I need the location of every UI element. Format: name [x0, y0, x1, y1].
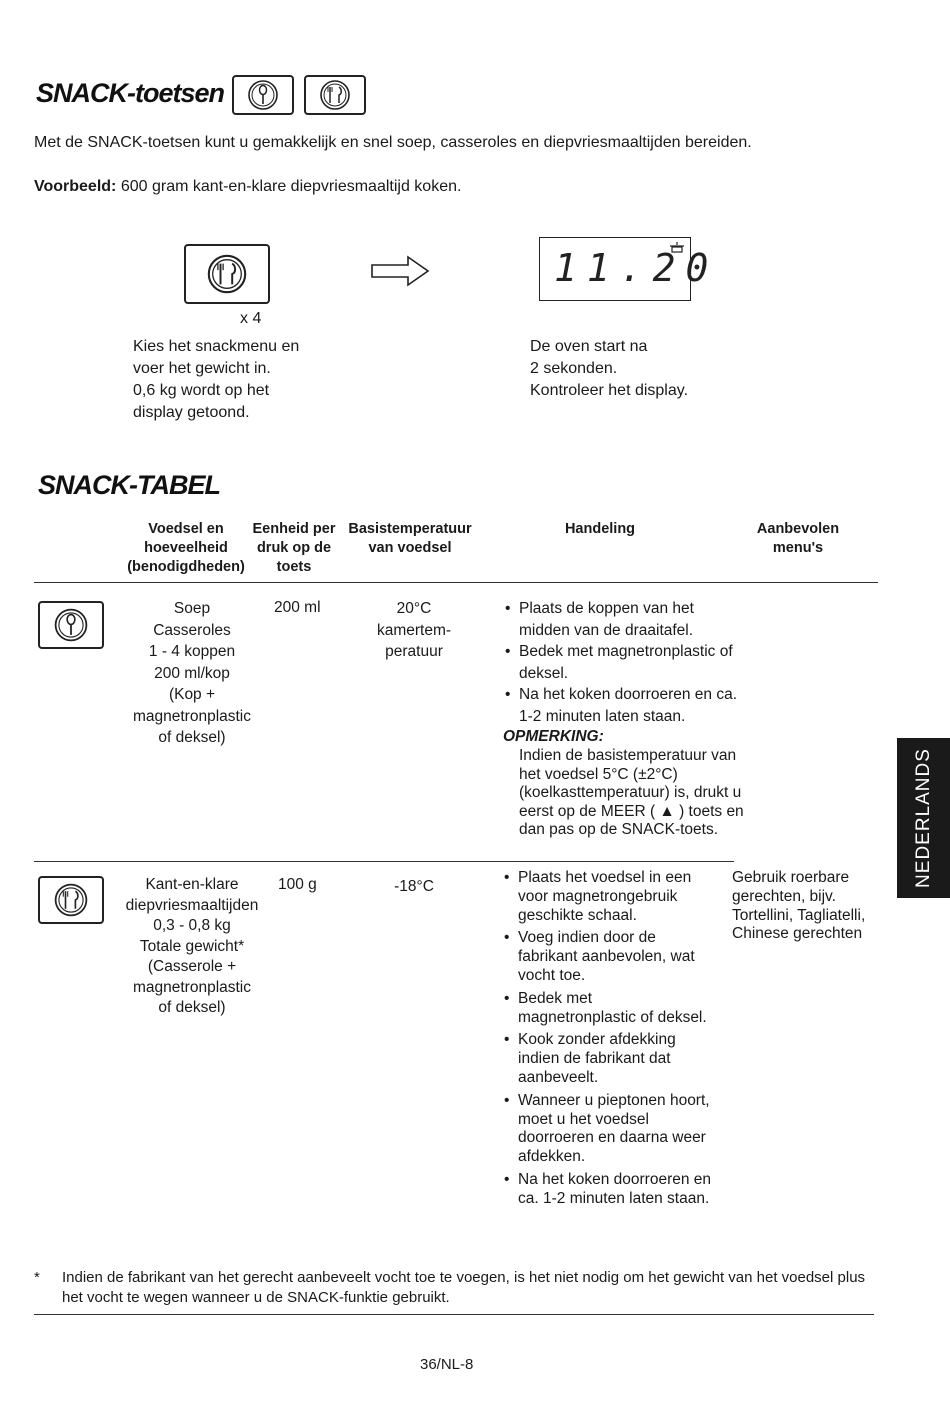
table-header-rule	[34, 582, 878, 583]
food-line: of deksel)	[158, 999, 226, 1016]
row-soup-unit: 200 ml	[274, 599, 321, 616]
header-line: (benodigdheden)	[127, 559, 245, 575]
handling-step: • Wanneer u pieptonen hoort, moet u het voedsel doorroeren en daarna weer afdekken.	[502, 1092, 714, 1167]
temp-line: 20°C	[396, 600, 432, 617]
food-line: Soep	[173, 600, 211, 617]
example-right-text	[530, 336, 790, 402]
header-line: Basistemperatuur	[348, 521, 472, 537]
row-meal-temp	[350, 877, 478, 897]
example-meal-button[interactable]	[184, 244, 270, 304]
header-line: menu's	[772, 540, 824, 556]
footnote-marker: *	[34, 1269, 40, 1286]
handling-step: • Na het koken doorroeren en ca. 1-2 minuten laten staan.	[502, 1171, 714, 1209]
page-title: SNACK-toetsen	[36, 78, 225, 108]
header-food	[118, 520, 254, 577]
footnote-rule	[34, 1314, 874, 1315]
header-line: hoeveelheid	[144, 540, 228, 556]
example-left-line: Kies het snackmenu en	[133, 338, 300, 355]
display-value: 11.20	[554, 246, 719, 290]
header-line: Aanbevolen	[756, 521, 840, 537]
arrow-right-icon	[370, 254, 432, 288]
spoon-icon	[49, 607, 93, 643]
handling-step: • Plaats de koppen van het midden van de draaitafel.	[503, 598, 748, 641]
handling-step: • Plaats het voedsel in een voor magnetrongebruik geschikte schaal.	[502, 869, 714, 925]
header-handling	[530, 520, 670, 539]
row-meal-menus: Gebruik roerbare gerechten, bijv. Tortellini, Tagliatelli, Chinese gerechten	[732, 869, 866, 943]
food-line: 200 ml/kop	[154, 664, 230, 682]
food-line: magnetronplastic	[132, 978, 252, 996]
food-line: Casseroles	[153, 621, 231, 639]
row-soup-food	[112, 598, 272, 749]
handling-step: • Voeg indien door de fabrikant aanbevolen, wat vocht toe.	[502, 929, 714, 985]
example-left-line: voer het gewicht in.	[133, 360, 271, 377]
pot-icon	[668, 240, 686, 254]
snack-soup-button[interactable]	[232, 75, 294, 115]
row-soup-icon-box	[38, 601, 104, 649]
note-text: Indien de basistemperatuur van het voedsel 5°C (±2°C) (koelkasttemperatuur) is, drukt u eerst op de MEER ( ▲ ) toets en dan pas op de SNACK-toets.	[519, 747, 744, 838]
handling-step: • Na het koken doorroeren en ca. 1-2 minuten laten staan.	[503, 684, 748, 727]
note-label: OPMERKING:	[503, 728, 604, 745]
side-tab-label: NEDERLANDS	[912, 748, 934, 888]
handling-step: • Kook zonder afdekking indien de fabrikant dat aanbeveelt.	[502, 1031, 714, 1087]
header-line: druk op de	[256, 540, 332, 556]
fork-knife-icon	[315, 79, 355, 111]
spoon-icon	[243, 79, 283, 111]
row-soup-handling	[503, 598, 748, 840]
fork-knife-icon	[201, 250, 253, 298]
header-line: Voedsel en	[148, 521, 224, 537]
example-label: Voorbeeld:	[34, 178, 117, 195]
food-line: (Casserole +	[147, 958, 237, 975]
intro-text: Met de SNACK-toetsen kunt u gemakkelijk en snel soep, casseroles en diepvriesmaaltijden bereiden.	[34, 134, 752, 151]
example-left-line: 0,6 kg wordt op het	[133, 382, 270, 399]
row-meal-unit: 100 g	[278, 876, 317, 893]
food-line: (Kop +	[168, 686, 216, 703]
language-side-tab	[897, 738, 950, 898]
header-line: toets	[276, 559, 312, 575]
page-number: 36/NL-8	[420, 1356, 474, 1373]
header-temp	[340, 520, 480, 558]
snack-meal-button[interactable]	[304, 75, 366, 115]
temp-line: peratuur	[385, 643, 443, 660]
row-meal-handling	[502, 869, 714, 1209]
example-left-text	[133, 336, 393, 424]
handling-step: • Bedek met magnetronplastic of deksel.	[503, 641, 748, 684]
food-line: diepvriesmaaltijden	[125, 896, 259, 914]
header-menus	[738, 520, 858, 558]
header-unit	[246, 520, 342, 577]
example-right-line: De oven start na	[530, 338, 648, 355]
example-right-line: Kontroleer het display.	[530, 382, 689, 399]
food-line: magnetronplastic	[132, 707, 252, 725]
oven-display	[539, 237, 719, 301]
example-right-line: 2 sekonden.	[530, 360, 618, 377]
food-line: 0,3 - 0,8 kg	[153, 917, 231, 934]
header-line: van voedsel	[368, 540, 452, 556]
food-line: Kant-en-klare	[145, 876, 239, 893]
food-line: Totale gewicht*	[139, 937, 245, 955]
fork-knife-icon	[49, 882, 93, 918]
example-line	[34, 176, 914, 197]
temp-line: kamertem-	[376, 621, 452, 639]
temp-line: -18°C	[394, 878, 434, 895]
food-line: of deksel)	[158, 729, 226, 746]
table-title: SNACK-TABEL	[38, 470, 220, 500]
header-line: Eenheid per	[252, 521, 336, 537]
example-text: 600 gram kant-en-klare diepvriesmaaltijd koken.	[116, 178, 462, 195]
handling-step: • Bedek met magnetronplastic of deksel.	[502, 990, 714, 1028]
table-row-rule	[34, 861, 734, 862]
row-soup-temp	[350, 598, 478, 663]
food-line: 1 - 4 koppen	[148, 643, 236, 660]
row-meal-food	[112, 875, 272, 1019]
footnote-text: Indien de fabrikant van het gerecht aanbeveelt vocht toe te voegen, is het niet nodig om het gewicht van het voedsel plus het vocht te wegen wanneer u de SNACK-funktie gebruikt.	[62, 1269, 866, 1306]
header-line: Handeling	[564, 521, 636, 537]
row-meal-icon-box	[38, 876, 104, 924]
example-left-line: display getoond.	[133, 404, 250, 421]
press-count: x 4	[240, 310, 262, 327]
